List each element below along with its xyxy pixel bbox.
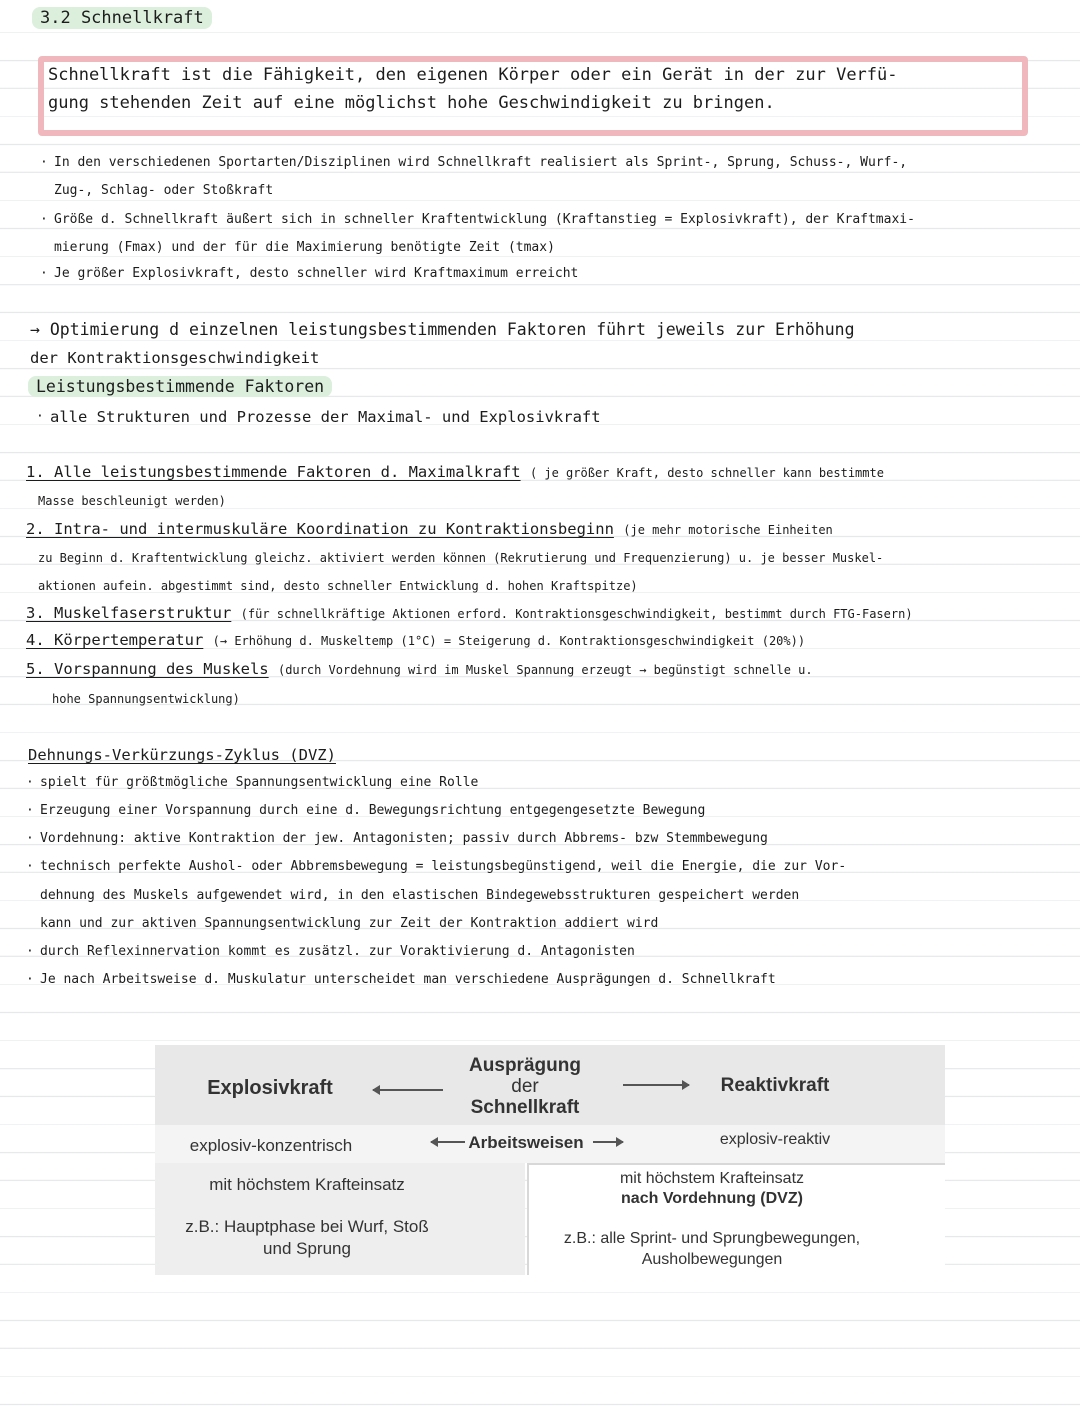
- factor-4-detail: (→ Erhöhung d. Muskeltemp (1°C) = Steigerung d. Kontraktionsgeschwindigkeit (20%)): [212, 634, 806, 648]
- right-example-line-2: Ausholbewegungen: [641, 1251, 783, 1268]
- intro-bullet-1-cont: Zug-, Schlag- oder Stoßkraft: [54, 183, 274, 198]
- factor-5: [26, 659, 813, 680]
- diagram-left-example: [165, 1216, 449, 1260]
- factor-2-cont-1: zu Beginn d. Kraftentwicklung gleichz. aktiviert werden können (Rekrutierung und Frequenzierung) u. je besser Muskel-: [38, 551, 884, 565]
- factors-heading: [28, 377, 332, 397]
- diagram-center-mode: Arbeitsweisen: [468, 1133, 584, 1152]
- dvz-line-7: durch Reflexinnervation kommt es zusätzl. zur Voraktivierung d. Antagonisten: [40, 944, 635, 959]
- intro-bullet-2-cont: mierung (Fmax) und der für die Maximierung benötigte Zeit (tmax): [54, 240, 555, 255]
- optimization-line-1: → Optimierung d einzelnen leistungsbestimmenden Faktoren führt jeweils zur Erhöhung: [30, 320, 855, 339]
- optimization-line-2: der Kontraktionsgeschwindigkeit: [30, 349, 320, 367]
- dvz-line-4: technisch perfekte Aushol- oder Abbremsbewegung = leistungsbegünstigend, weil die Energie, die zur Vor-: [40, 859, 847, 874]
- diagram-right-mode: explosiv-reaktiv: [719, 1131, 831, 1148]
- diagram-left-mode: explosiv-konzentrisch: [189, 1136, 353, 1155]
- dvz-heading-text: Dehnungs-Verkürzungs-Zyklus (DVZ): [28, 746, 336, 764]
- left-example-line-1: z.B.: Hauptphase bei Wurf, Stoß: [185, 1217, 429, 1236]
- factor-1-detail: ( je größer Kraft, desto schneller kann bestimmte: [529, 466, 884, 480]
- definition-line-2: gung stehenden Zeit auf eine möglichst hohe Geschwindigkeit zu bringen.: [48, 93, 775, 113]
- bullet-dot: ·: [26, 831, 34, 846]
- dvz-line-2: Erzeugung einer Vorspannung durch eine d. Bewegungsrichtung entgegengesetzte Bewegung: [40, 803, 706, 818]
- right-desc-line-2: nach Vordehnung (DVZ): [621, 1190, 803, 1207]
- bullet-dot: ·: [26, 972, 34, 987]
- diagram-right-example: [547, 1228, 877, 1270]
- arrow-right-icon: [623, 1084, 689, 1086]
- definition-line-1: Schnellkraft ist die Fähigkeit, den eigenen Körper oder ein Gerät in der zur Verfü-: [48, 65, 898, 85]
- center-title-line-2: der: [511, 1076, 539, 1097]
- factor-2-detail: (je mehr motorische Einheiten: [623, 523, 833, 537]
- bullet-dot: ·: [40, 155, 48, 170]
- diagram-right-desc: [575, 1169, 849, 1209]
- diagram-center-title: [455, 1055, 595, 1118]
- factor-1: [26, 462, 884, 483]
- dvz-line-6: kann und zur aktiven Spannungsentwicklung zur Zeit der Kontraktion addiert wird: [40, 916, 659, 931]
- bullet-dot: ·: [36, 409, 44, 424]
- factor-2-cont-2: aktionen aufein. abgestimmt sind, desto schneller Entwicklung d. hohen Kraftspitze): [38, 579, 638, 593]
- dvz-heading: [28, 745, 336, 765]
- factor-4: [26, 630, 805, 651]
- bullet-dot: ·: [26, 859, 34, 874]
- diagram-left-title: Explosivkraft: [207, 1077, 333, 1099]
- arrow-right-icon: [593, 1141, 623, 1143]
- arrow-left-icon: [373, 1089, 443, 1091]
- diagram-right-title: Reaktivkraft: [720, 1075, 830, 1096]
- factor-2: [26, 519, 833, 540]
- center-title-line-1: Ausprägung: [469, 1055, 581, 1076]
- heading-text: 3.2 Schnellkraft: [32, 7, 212, 29]
- factor-5-title: 5. Vorspannung des Muskels: [26, 660, 269, 678]
- factor-1-cont: Masse beschleunigt werden): [38, 494, 226, 508]
- dvz-line-1: spielt für größtmögliche Spannungsentwicklung eine Rolle: [40, 775, 479, 790]
- left-example-line-2: und Sprung: [263, 1239, 351, 1258]
- factors-heading-text: Leistungsbestimmende Faktoren: [28, 376, 332, 397]
- factor-4-title: 4. Körpertemperatur: [26, 631, 204, 649]
- bullet-dot: ·: [26, 944, 34, 959]
- factor-3-title: 3. Muskelfaserstruktur: [26, 604, 232, 622]
- intro-bullet-1: In den verschiedenen Sportarten/Disziplinen wird Schnellkraft realisiert als Sprint-, Sprung, Schuss-, Wurf-,: [54, 155, 908, 170]
- intro-bullet-2: Größe d. Schnellkraft äußert sich in schneller Kraftentwicklung (Kraftanstieg = Explosivkraft), der Kraftmaxi-: [54, 212, 915, 227]
- intro-bullet-3: Je größer Explosivkraft, desto schneller wird Kraftmaximum erreicht: [54, 266, 579, 281]
- bullet-dot: ·: [26, 775, 34, 790]
- dvz-line-8: Je nach Arbeitsweise d. Muskulatur unterscheidet man verschiedene Ausprägungen d. Schnellkraft: [40, 972, 776, 987]
- factor-3: [26, 603, 913, 624]
- diagram-left-desc: mit höchstem Krafteinsatz: [209, 1175, 405, 1194]
- factor-5-cont: hohe Spannungsentwicklung): [52, 692, 240, 706]
- bullet-dot: ·: [26, 803, 34, 818]
- arrow-left-icon: [431, 1141, 465, 1143]
- bullet-dot: ·: [40, 266, 48, 281]
- factor-1-title: 1. Alle leistungsbestimmende Faktoren d. Maximalkraft: [26, 463, 521, 481]
- factor-2-title: 2. Intra- und intermuskuläre Koordination zu Kontraktionsbeginn: [26, 520, 614, 538]
- factor-3-detail: (für schnellkräftige Aktionen erford. Kontraktionsgeschwindigkeit, bestimmt durch FTG-Fasern): [240, 607, 913, 621]
- right-example-line-1: z.B.: alle Sprint- und Sprungbewegungen,: [563, 1230, 861, 1247]
- center-title-line-3: Schnellkraft: [470, 1097, 580, 1118]
- section-heading: [32, 8, 212, 28]
- dvz-line-3: Vordehnung: aktive Kontraktion der jew. Antagonisten; passiv durch Abbrems- bzw Stemmbewegung: [40, 831, 768, 846]
- schnellkraft-diagram: [155, 1045, 945, 1275]
- dvz-line-5: dehnung des Muskels aufgewendet wird, in den elastischen Bindegewebsstrukturen gespeichert werden: [40, 888, 800, 903]
- bullet-dot: ·: [40, 212, 48, 227]
- factor-5-detail: (durch Vordehnung wird im Muskel Spannung erzeugt → begünstigt schnelle u.: [277, 663, 813, 677]
- factors-bullet: alle Strukturen und Prozesse der Maximal- und Explosivkraft: [50, 408, 601, 426]
- right-desc-line-1: mit höchstem Krafteinsatz: [619, 1170, 805, 1187]
